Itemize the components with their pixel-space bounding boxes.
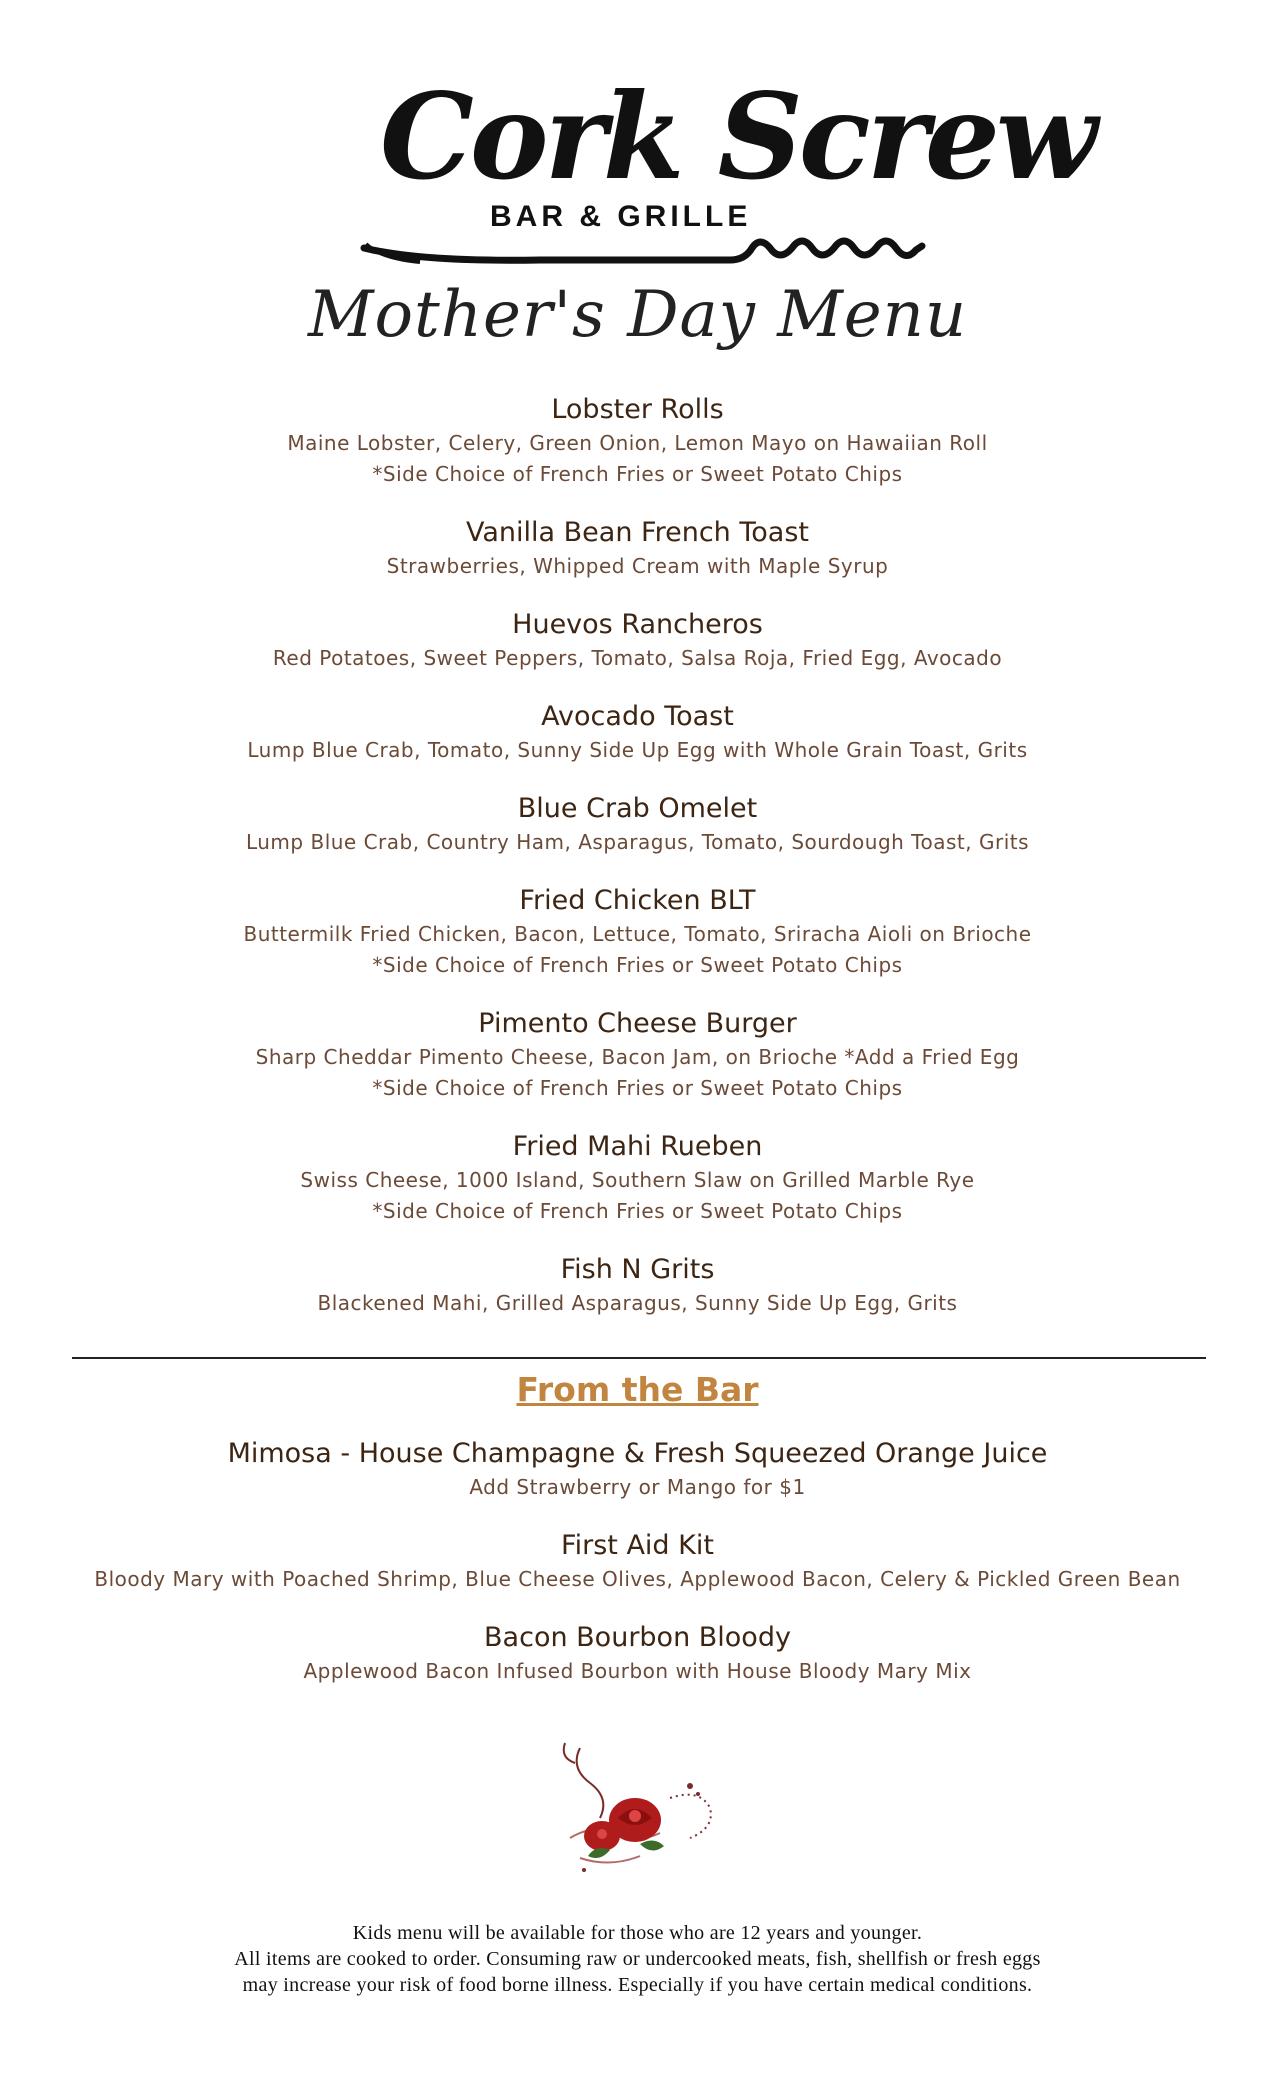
- menu-item-name: Fried Mahi Rueben: [512, 1131, 763, 1162]
- menu-item: [0, 1129, 1275, 1227]
- footer-line: All items are cooked to order. Consuming raw or undercooked meats, fish, shellfish or fresh eggs: [234, 1948, 1041, 1970]
- menu-item: [0, 883, 1275, 981]
- menu-item: [0, 1436, 1275, 1503]
- footer-disclaimer: [0, 1920, 1275, 1998]
- menu-item: [0, 1528, 1275, 1595]
- logo: [360, 67, 1094, 278]
- menu-item-description: Red Potatoes, Sweet Peppers, Tomato, Salsa Roja, Fried Egg, Avocado: [272, 646, 1003, 670]
- menu-item-name: Mimosa - House Champagne & Fresh Squeezed Orange Juice: [227, 1438, 1048, 1469]
- menu-item: [0, 1252, 1275, 1319]
- menu-item-name: Blue Crab Omelet: [517, 793, 758, 824]
- logo-subtitle: BAR & GRILLE: [490, 200, 752, 233]
- menu-item-name: Pimento Cheese Burger: [478, 1008, 797, 1039]
- menu-item-name: Vanilla Bean French Toast: [466, 517, 809, 548]
- footer-line: may increase your risk of food borne illness. Especially if you have certain medical conditions.: [242, 1974, 1033, 1996]
- menu-item-description: *Side Choice of French Fries or Sweet Potato Chips: [372, 462, 903, 486]
- menu-item-name: First Aid Kit: [561, 1530, 714, 1561]
- menu-item: [0, 699, 1275, 766]
- food-menu: [0, 392, 1275, 1344]
- menu-item-name: Bacon Bourbon Bloody: [484, 1622, 791, 1653]
- logo-script-text: Cork Screw: [380, 67, 1094, 206]
- menu-item-description: Add Strawberry or Mango for $1: [469, 1475, 806, 1499]
- menu-item-description: Swiss Cheese, 1000 Island, Southern Slaw on Grilled Marble Rye: [300, 1168, 975, 1192]
- menu-item: [0, 791, 1275, 858]
- menu-item-description: Strawberries, Whipped Cream with Maple Syrup: [386, 554, 889, 578]
- menu-item-name: Fish N Grits: [560, 1254, 715, 1285]
- menu-item-name: Lobster Rolls: [551, 394, 724, 425]
- menu-item-description: Buttermilk Fried Chicken, Bacon, Lettuce, Tomato, Sriracha Aioli on Brioche: [243, 922, 1032, 946]
- page-title: Mother's Day Menu: [307, 278, 968, 352]
- menu-item-name: Fried Chicken BLT: [519, 885, 756, 916]
- menu-item-description: Bloody Mary with Poached Shrimp, Blue Cheese Olives, Applewood Bacon, Celery & Pickled Green Bean: [94, 1567, 1181, 1591]
- footer-line: Kids menu will be available for those who are 12 years and younger.: [352, 1922, 923, 1944]
- section-divider: [72, 1357, 1206, 1359]
- menu-item: [0, 515, 1275, 582]
- menu-item-description: *Side Choice of French Fries or Sweet Potato Chips: [372, 1076, 903, 1100]
- menu-item-description: Applewood Bacon Infused Bourbon with House Bloody Mary Mix: [303, 1659, 972, 1683]
- menu-item-description: Blackened Mahi, Grilled Asparagus, Sunny Side Up Egg, Grits: [317, 1291, 958, 1315]
- bar-section-heading: From the Bar: [516, 1370, 759, 1409]
- menu-item-name: Huevos Rancheros: [512, 609, 763, 640]
- menu-item: [0, 1620, 1275, 1687]
- bar-menu: [0, 1436, 1275, 1712]
- menu-item-description: Lump Blue Crab, Country Ham, Asparagus, Tomato, Sourdough Toast, Grits: [245, 830, 1030, 854]
- rose-flourish-icon: [540, 1728, 740, 1888]
- menu-item-description: Sharp Cheddar Pimento Cheese, Bacon Jam, on Brioche *Add a Fried Egg: [255, 1045, 1020, 1069]
- menu-item: [0, 607, 1275, 674]
- menu-item-description: *Side Choice of French Fries or Sweet Potato Chips: [372, 1199, 903, 1223]
- menu-item-description: Lump Blue Crab, Tomato, Sunny Side Up Egg with Whole Grain Toast, Grits: [247, 738, 1028, 762]
- menu-item: [0, 392, 1275, 490]
- menu-item-name: Avocado Toast: [541, 701, 734, 732]
- menu-item-description: *Side Choice of French Fries or Sweet Potato Chips: [372, 953, 903, 977]
- menu-item: [0, 1006, 1275, 1104]
- menu-item-description: Maine Lobster, Celery, Green Onion, Lemon Mayo on Hawaiian Roll: [287, 431, 988, 455]
